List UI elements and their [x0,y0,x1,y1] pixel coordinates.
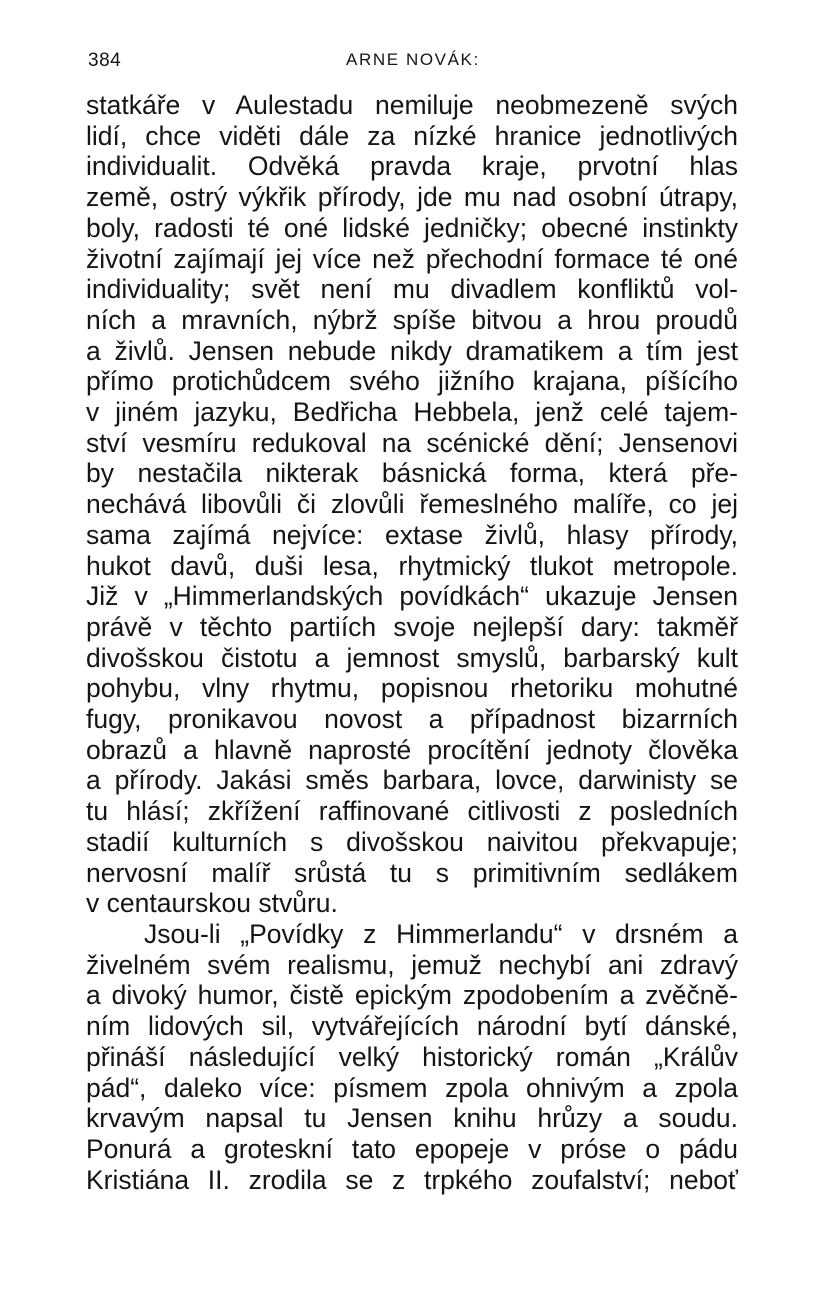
text-line: Ponurá a groteskní tato epopeje v próse o pádu [86,1133,738,1164]
text-line: hukot davů, duši lesa, rhytmický tlukot metropole. [86,550,738,581]
text-line: ství vesmíru redukoval na scénické dění; Jensenovi [86,427,738,458]
text-line: sama zajímá nejvíce: extase živlů, hlasy přírody, [86,519,738,550]
text-line: živelném svém realismu, jemuž nechybí ani zdravý [86,949,738,980]
running-head: ARNE NOVÁK: [346,50,480,69]
text-line: lidí, chce viděti dále za nízké hranice jednotlivých [86,120,738,151]
text-line: individuality; svět není mu divadlem konfliktů vol- [86,274,738,305]
text-line: krvavým napsal tu Jensen knihu hrůzy a soudu. [86,1103,738,1134]
paragraph-start-line: Jsou-li „Povídky z Himmerlandu“ v drsném a [144,918,738,949]
text-line: divošskou čistotu a jemnost smyslů, barbarský kult [86,642,738,673]
text-line: Již v „Himmerlandských povídkách“ ukazuje Jensen [86,581,738,612]
page-header [88,50,738,76]
page-number: 384 [88,50,122,71]
text-line: boly, radosti té oné lidské jedničky; obecné instinkty [86,212,738,243]
text-line: přináší následující velký historický román „Králův [86,1041,738,1072]
text-line: přímo protichůdcem svého jižního krajana, píšícího [86,366,738,397]
text-line: fugy, pronikavou novost a případnost bizarrních [86,704,738,735]
text-line: by nestačila nikterak básnická forma, která pře- [86,458,738,489]
body-text [86,90,738,1195]
text-line: životní zajímají jej více než přechodní formace té oné [86,243,738,274]
text-line: ních a mravních, nýbrž spíše bitvou a hrou proudů [86,304,738,335]
text-line: individualit. Odvěká pravda kraje, prvotní hlas [86,151,738,182]
text-line: obrazů a hlavně naprosté procítění jednoty člověka [86,734,738,765]
text-line: Kristiána II. zrodila se z trpkého zoufalství; neboť [86,1164,738,1195]
text-line: pád“, daleko více: písmem zpola ohnivým a zpola [86,1072,738,1103]
paragraph-end-line: v centaurskou stvůru. [86,888,338,919]
text-line: statkáře v Aulestadu nemiluje neobmezeně svých [86,90,738,120]
text-line: a přírody. Jakási směs barbara, lovce, darwinisty se [86,765,738,796]
text-line: v jiném jazyku, Bedřicha Hebbela, jenž celé tajem- [86,397,738,428]
text-line: země, ostrý výkřik přírody, jde mu nad osobní útrapy, [86,182,738,213]
text-line: pohybu, vlny rhytmu, popisnou rhetoriku mohutné [86,673,738,704]
text-line: nervosní malíř srůstá tu s primitivním sedlákem [86,857,738,888]
text-line: nechává libovůli či zlovůli řemeslného malíře, co jej [86,489,738,520]
text-line: ním lidových sil, vytvářejících národní bytí dánské, [86,1011,738,1042]
text-line: stadií kulturních s divošskou naivitou překvapuje; [86,826,738,857]
text-line: tu hlásí; zkřížení raffinované citlivosti z posledních [86,796,738,827]
text-line: a živlů. Jensen nebude nikdy dramatikem a tím jest [86,335,738,366]
text-line: právě v těchto partiích svoje nejlepší dary: takměř [86,611,738,642]
text-line: a divoký humor, čistě epickým zpodobením a zvěčně- [86,980,738,1011]
